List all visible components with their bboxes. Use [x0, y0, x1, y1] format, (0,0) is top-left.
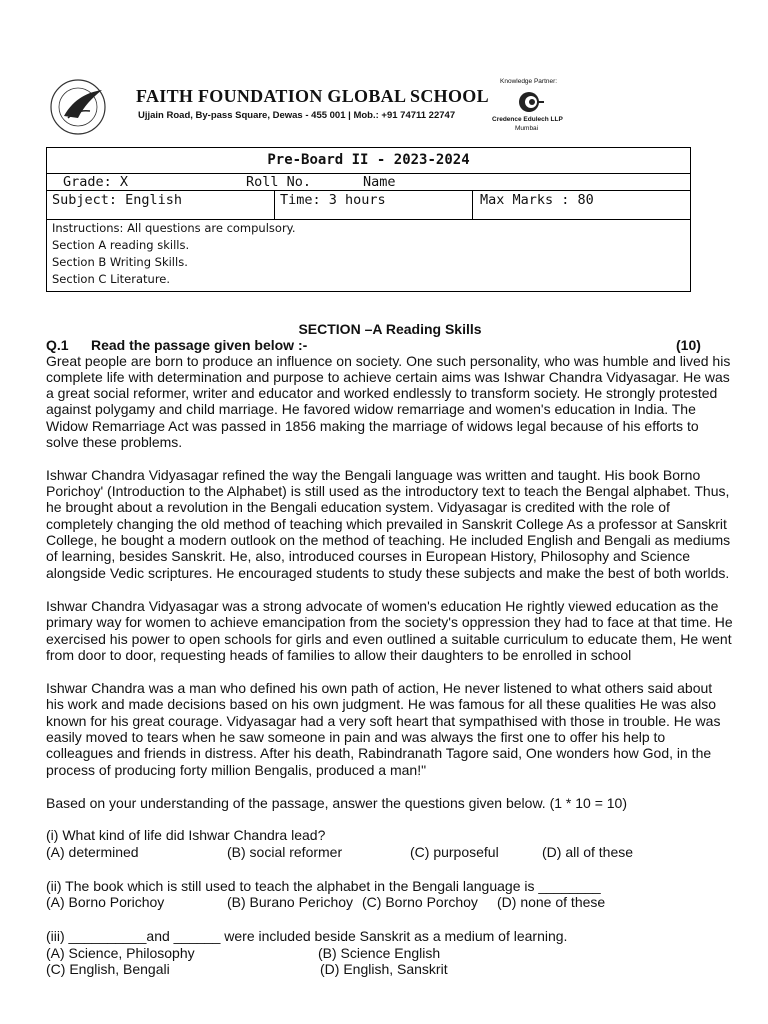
instruction-line: Section B Writing Skills. [52, 255, 188, 269]
mcq-option: (B) Burano Perichoy [227, 894, 354, 910]
exam-header-table [46, 147, 691, 220]
mcq-stem: (iii) __________and ______ were included beside Sanskrit as a medium of learning. [46, 928, 568, 944]
passage-line: Porichoy' (Introduction to the Alphabet) is still used as the introductory text to teach the Bengal alphabet. Thus, [46, 483, 730, 499]
question-number: Q.1 [46, 337, 69, 353]
exam-time: Time: 3 hours [280, 192, 386, 208]
partner-name: Credence Edulech LLP [492, 116, 563, 123]
mcq-stem: (i) What kind of life did Ishwar Chandra lead? [46, 827, 326, 843]
school-address: Ujjain Road, By-pass Square, Dewas - 455 001 | Mob.: +91 74711 22747 [138, 110, 456, 121]
passage-line: process of producing forty million Bengalis, produced a man!" [46, 762, 427, 778]
passage-line: a great social reformer, writer and educator and worked endlessly to transform society. He strongly protested [46, 385, 718, 401]
answer-directions: Based on your understanding of the passage, answer the questions given below. (1 * 10 = 10) [46, 795, 627, 811]
subject: Subject: English [52, 192, 183, 208]
passage-line: easily moved to tears when he saw someone in pain and was always the first one to offer his help to [46, 729, 666, 745]
passage-line: solve these problems. [46, 434, 183, 450]
passage-line: Widow Remarriage Act was passed in 1856 making the marriage of widows legal because of his efforts to [46, 418, 699, 434]
school-name: FAITH FOUNDATION GLOBAL SCHOOL [136, 86, 489, 106]
passage-line: completely changing the old method of teaching which prevailed in Sanskrit College As a professor at Sanskrit [46, 516, 727, 532]
partner-city: Mumbai [515, 125, 539, 132]
passage-line: Ishwar Chandra Vidyasagar refined the way the Bengali language was written and taught. His book Borno [46, 467, 701, 483]
mcq-option: (D) English, Sanskrit [320, 961, 448, 977]
instruction-line: Section C Literature. [52, 272, 171, 286]
passage-line: he brought about a revolution in the Bengali education system. Vidyasagar is credited with the role of [46, 499, 670, 515]
mcq-option: (A) Borno Porichoy [46, 894, 165, 910]
question-prompt: Read the passage given below :- [91, 337, 308, 353]
mcq-option: (B) Science English [318, 945, 441, 961]
section-heading: SECTION –A Reading Skills [298, 321, 482, 337]
exam-title-row [47, 148, 690, 174]
mcq-option: (B) social reformer [227, 844, 343, 860]
grade: Grade: X [63, 174, 129, 190]
passage-line: colleagues and friends in distress. After his death, Rabindranath Tagore said, One wonders how God, in the [46, 745, 712, 761]
passage-line: from door to door, requesting heads of families to allow their daughters to be enrolled in school [46, 647, 632, 663]
student-info-row [47, 174, 690, 191]
roll-no: Roll No. [246, 174, 312, 190]
knowledge-partner-label: Knowledge Partner: [500, 78, 558, 85]
passage-line: Great people are born to produce an influence on society. One such personality, who was humble and lived his [46, 353, 731, 369]
question-marks: (10) [676, 337, 701, 353]
passage-line: primary way for women to achieve emancipation from the society's oppression they had to face at that time. He [46, 614, 733, 630]
passage-line: against polygamy and child marriage. He favored widow remarriage and women's education in India. The [46, 401, 696, 417]
mcq-stem: (ii) The book which is still used to teach the alphabet in the Bengali language is ________ [46, 878, 601, 894]
exam-details-row [47, 191, 690, 219]
max-marks: Max Marks : 80 [480, 192, 594, 208]
instruction-line: Section A reading skills. [52, 238, 190, 252]
mcq-option: (A) Science, Philosophy [46, 945, 195, 961]
mcq-option: (A) determined [46, 844, 139, 860]
passage-line: alongside Vedic scriptures. He encouraged students to study these subjects and make the best of both worlds. [46, 565, 730, 581]
passage-line: College, he bought a modern outlook on the method of teaching. He included English and Bengali as mediums [46, 532, 731, 548]
passage-line: known for his great courage. Vidyasagar had a very soft heart that sympathised with those in trouble. He was [46, 713, 721, 729]
mcq-option: (C) purposeful [410, 844, 499, 860]
passage-line: of learning, besides Sanskrit. He, also, introduced courses in European History, Philosophy and Science [46, 548, 691, 564]
passage-line: Ishwar Chandra was a man who defined his own path of action, He never listened to what others said about [46, 680, 713, 696]
instruction-line: Instructions: All questions are compulsory. [52, 221, 296, 235]
mcq-option: (D) all of these [542, 844, 634, 860]
passage-line: his work and made decisions based on his own judgment. He was famous for all these qualities He was also [46, 696, 717, 712]
exam-title: Pre-Board II - 2023-2024 [267, 152, 470, 168]
mcq-option: (D) none of these [497, 894, 606, 910]
passage-line: complete life with determination and purpose to achieve certain aims was Ishwar Chandra Vidyasagar. He was [46, 369, 730, 385]
student-name: Name [363, 174, 396, 190]
partner-logo [515, 89, 545, 115]
mcq-option: (C) Borno Porchoy [362, 894, 478, 910]
instructions-box [46, 220, 691, 292]
mcq-option: (C) English, Bengali [46, 961, 170, 977]
passage-line: Ishwar Chandra Vidyasagar was a strong advocate of women's education He rightly viewed education as the [46, 598, 719, 614]
passage-line: exercised his power to open schools for girls and even outlined a suitable curriculum to educate them, He went [46, 631, 732, 647]
school-logo [44, 78, 134, 136]
